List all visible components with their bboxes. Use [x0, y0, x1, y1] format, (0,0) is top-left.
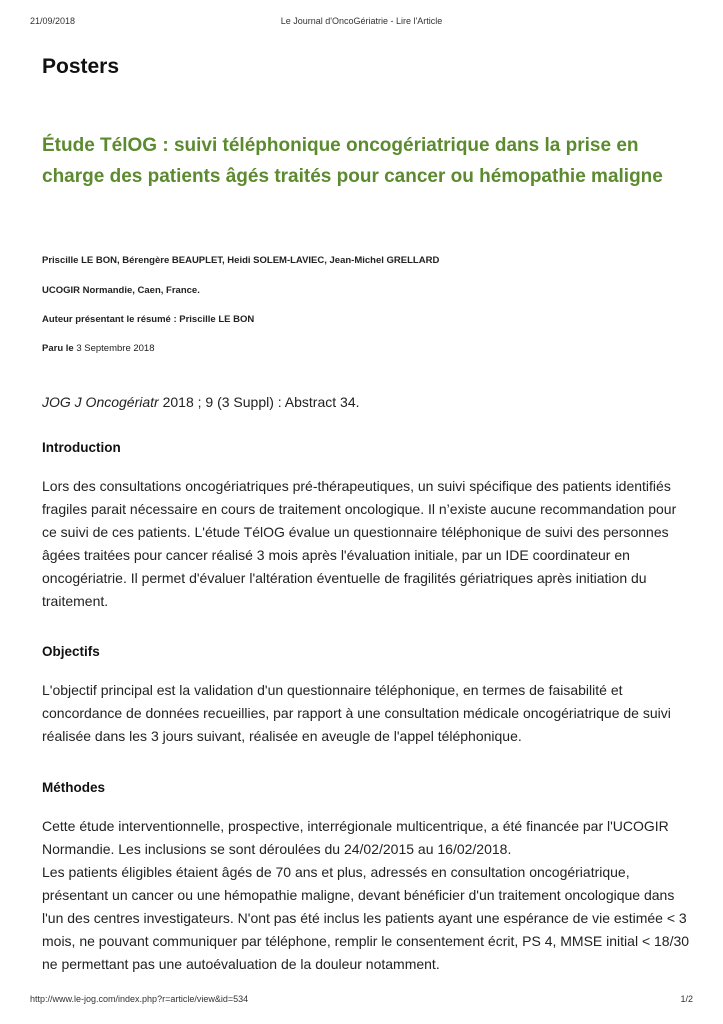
published-date: 3 Septembre 2018 — [76, 343, 155, 354]
published-label: Paru le — [42, 343, 74, 354]
print-url: http://www.le-jog.com/index.php?r=article/view&id=534 — [30, 994, 249, 1004]
page-number: 1/2 — [680, 994, 693, 1004]
objectifs-text: L'objectif principal est la validation d'un questionnaire téléphonique, en termes de faisabilité et concordance de données recueillies, par rapport à une consultation médicale oncogériatrique de suivi réalisée dans les 3 jours suivant, réalisée en aveugle de l'appel téléphonique. — [42, 682, 671, 744]
methodes-heading: Méthodes — [42, 780, 106, 795]
citation-details: 2018 ; 9 (3 Suppl) : Abstract 34. — [162, 394, 360, 410]
citation-journal: JOG J Oncogériatr — [42, 394, 159, 410]
article-title: Étude TélOG : suivi téléphonique oncogériatrique dans la prise en charge des patients âgés traités pour cancer ou hémopathie maligne — [42, 135, 663, 187]
print-page-title: Le Journal d'OncoGériatrie - Lire l'Article — [280, 16, 443, 26]
introduction-text: Lors des consultations oncogériatriques pré-thérapeutiques, un suivi spécifique des patients identifiés fragiles parait nécessaire en cours de traitement oncologique. Il n’existe aucune recommandation pour ce suivi de ces patients. L'étude TélOG évalue un questionnaire téléphonique de suivi des personnes âgées traitées pour cancer réalisé 3 mois après l'évaluation initiale, par un IDE coordinateur en oncogériatrie. Il permet d'évaluer l'altération éventuelle de fragilités gériatriques après initiation du traitement. — [42, 478, 677, 609]
print-date: 21/09/2018 — [30, 16, 76, 26]
objectifs-heading: Objectifs — [42, 644, 100, 659]
print-header — [30, 16, 693, 28]
presenting-author: Auteur présentant le résumé : Priscille LE BON — [42, 314, 255, 325]
introduction-heading: Introduction — [42, 440, 121, 455]
section-heading: Posters — [42, 55, 120, 78]
citation — [42, 394, 360, 410]
methodes-text-2: Les patients éligibles étaient âgés de 70 ans et plus, adressés en consultation oncogériatrique, présentant un cancer ou une hémopathie maligne, devant bénéficier d'un traitement oncologique dans l'un des centres investigateurs. N'ont pas été inclus les patients ayant une espérance de vie estimée < 3 mois, ne pouvant communiquer par téléphone, remplir le consentement écrit, PS 4, MMSE initial < 18/30 ne permettant pas une autoévaluation de la douleur notamment. — [42, 864, 690, 972]
article-affiliation: UCOGIR Normandie, Caen, France. — [42, 285, 200, 296]
published-line — [42, 343, 155, 354]
methodes-text-1: Cette étude interventionnelle, prospective, interrégionale multicentrique, a été financée par l'UCOGIR Normandie. Les inclusions se sont déroulées du 24/02/2015 au 16/02/2018. — [42, 818, 669, 857]
article-authors: Priscille LE BON, Bérengère BEAUPLET, Heidi SOLEM-LAVIEC, Jean-Michel GRELLARD — [42, 255, 440, 266]
print-footer — [30, 994, 693, 1006]
